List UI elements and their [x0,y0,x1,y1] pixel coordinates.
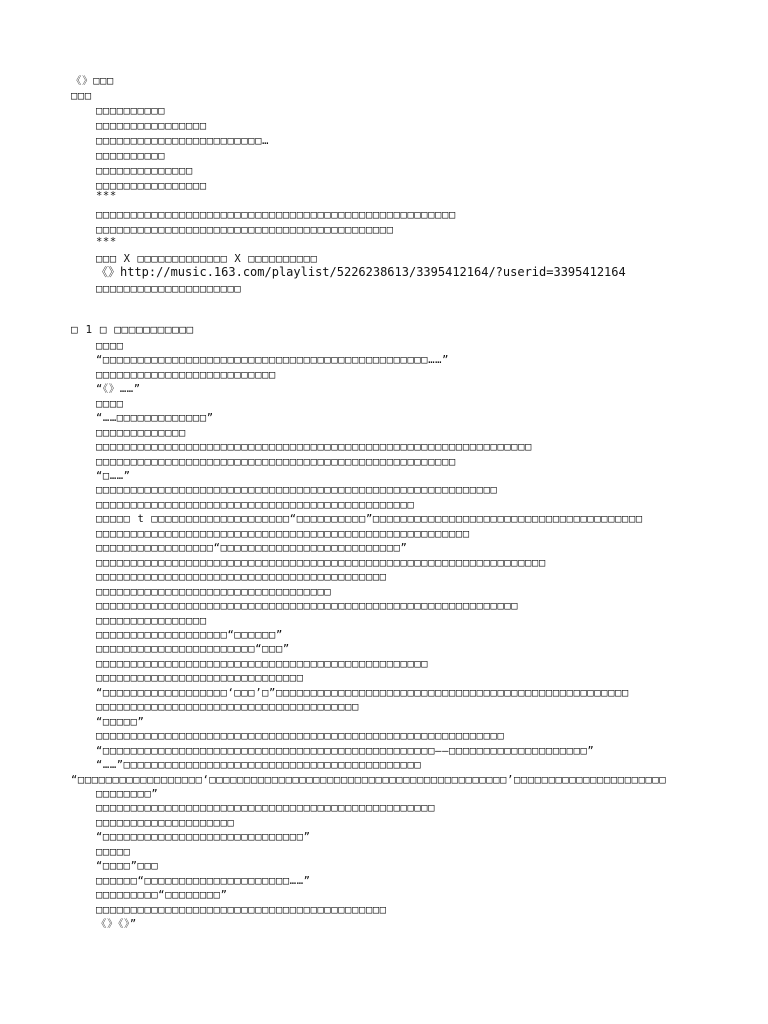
body-line: □□□□ [96,340,124,352]
playlist-url[interactable]: 《》http://music.163.com/playlist/5226238613/3395412164/?userid=3395412164 [96,265,626,279]
body-line: □□□□□□□□” [96,788,159,800]
body-line: “《》……” [96,383,141,395]
body-line: 《》《》” [96,918,137,930]
body-line: □□□□□□□□□□□□□□□□□□□□ [96,817,235,829]
body-line: “□□□□□□□□□□□□□□□□□□□□□□□□□□□□□” [96,831,311,843]
body-line: □□□□□□□□□□□□□□□□□□□□□□□□□□□□□□□□□□□□□□□□□□ [96,904,387,916]
header-line: □□□□□□□□□□□□□□□□□□□□□□□□… [96,135,270,147]
body-line: “……□□□□□□□□□□□□□” [96,412,214,424]
body-line: □□□□□□□□□□□□□□□□□□□□□□□□□□□□□□□□□□□□□□□□□□ [96,571,387,583]
body-line: “□□□□□□□□□□□□□□□□□□‘□□□□□□□□□□□□□□□□□□□□□□□□□□□□□□□□□□□□□□□□□□□’□□□□□□□□□□□□□□□□□□□□□□ [71,774,667,786]
body-line: “□□□□□□□□□□□□□□□□□□□□□□□□□□□□□□□□□□□□□□□□□□□□□□□□——□□□□□□□□□□□□□□□□□□□□” [96,745,595,757]
header-line: □□□□□□□□□□□□□□□□ [96,180,207,192]
header-line: □□□□□□□□□□ [96,150,166,162]
body-line: □□□□□□□□□□□□□□□□□□□□□□□□□□□□□□ [96,672,304,684]
header-line: □□□ X □□□□□□□□□□□□□ X □□□□□□□□□□ [96,253,318,265]
body-line: “□□□□□” [96,716,145,728]
body-line: □□□□□□□□□□□□□□□□□□□□□□□□□□□□□□□□□□□□□□□□□□□□□□□□□□□□□□□□□□□ [96,730,505,742]
body-line: □□□□□□□□□□□□□□□□□□□□□□□□□□□□□□□□□□□□□□□□□□□□□□□□□□□□□□□□□□ [96,484,498,496]
body-line: □□□□□□□□□□□□□□□□□□□□□□□□□□□□□□□□□□ [96,586,332,598]
body-line: □□□□□□□□□□□□□□□□□“□□□□□□□□□□□□□□□□□□□□□□□□□□” [96,542,408,554]
header-line: □□□□□□□□□□ [96,105,166,117]
header-line: □□□□□□□□□□□□□□□□□□□□□□□□□□□□□□□□□□□□□□□□□□□□□□□□□□□□ [96,209,456,221]
body-line: □□□□□□□□□□□□□□□□□□□“□□□□□□” [96,629,283,641]
header-line: *** [96,236,117,248]
header-line: □□□□□□□□□□□□□□□□□□□□□□□□□□□□□□□□□□□□□□□□□□□ [96,224,394,236]
body-line: “□□□□”□□□ [96,860,159,872]
body-line: “□□□□□□□□□□□□□□□□□□‘□□□’□”□□□□□□□□□□□□□□□□□□□□□□□□□□□□□□□□□□□□□□□□□□□□□□□□□□□ [96,687,629,699]
body-line: “……”□□□□□□□□□□□□□□□□□□□□□□□□□□□□□□□□□□□□□□□□□□□ [96,759,422,771]
header-line: □□□□□□□□□□□□□□ [96,165,193,177]
body-line: □□□□□□□□□□□□□□□□□□□□□□□□□□□□□□□□□□□□□□□□□□□□□□□□□□□□□□□□□□□□□ [96,600,519,612]
body-line: □□□□□□“□□□□□□□□□□□□□□□□□□□□□……” [96,875,311,887]
header-line: □□□□□□□□□□□□□□□□□□□□□ [96,283,242,295]
header-line: □□□ [71,90,92,102]
body-line: □□□□□□□□□□□□□ [96,427,186,439]
document-title: 《》□□□ [71,75,114,87]
body-line: □□□□□□□□□□□□□□□□□□□□□□□□□□□□□□□□□□□□□□□□□□□□□□□□□ [96,802,436,814]
body-line: “□……” [96,470,131,482]
chapter-title: □ 1 □ □□□□□□□□□□□ [71,323,194,336]
body-line: □□□□□□□□□“□□□□□□□□” [96,889,228,901]
body-line: □□□□□□□□□□□□□□□□□□□□□□□□□□ [96,369,276,381]
body-line: □□□□□□□□□□□□□□□□ [96,615,207,627]
body-line: □□□□□□□□□□□□□□□□□□□□□□□□□□□□□□□□□□□□□□□□□□□□□□□□□□□□□□ [96,528,470,540]
body-line: □□□□□□□□□□□□□□□□□□□□□□□□□□□□□□□□□□□□□□□□□□□□□□ [96,499,415,511]
body-line: □□□□□□□□□□□□□□□□□□□□□□□“□□□” [96,643,290,655]
body-line: □□□□□ [96,846,131,858]
body-line: □□□□ [96,398,124,410]
body-line: “□□□□□□□□□□□□□□□□□□□□□□□□□□□□□□□□□□□□□□□□□□□□□□□……” [96,354,449,366]
body-line: □□□□□□□□□□□□□□□□□□□□□□□□□□□□□□□□□□□□□□□□□□□□□□□□□□□□ [96,456,456,468]
body-line: □□□□□□□□□□□□□□□□□□□□□□□□□□□□□□□□□□□□□□□□□□□□□□□□ [96,658,429,670]
header-line: *** [96,190,117,202]
body-line: □□□□□□□□□□□□□□□□□□□□□□□□□□□□□□□□□□□□□□ [96,701,360,713]
header-line: □□□□□□□□□□□□□□□□ [96,120,207,132]
body-line: □□□□□□□□□□□□□□□□□□□□□□□□□□□□□□□□□□□□□□□□□□□□□□□□□□□□□□□□□□□□□□□ [96,441,533,453]
body-line: □□□□□□□□□□□□□□□□□□□□□□□□□□□□□□□□□□□□□□□□□□□□□□□□□□□□□□□□□□□□□□□□□ [96,557,546,569]
body-line: □□□□□ t □□□□□□□□□□□□□□□□□□□□“□□□□□□□□□□”□□□□□□□□□□□□□□□□□□□□□□□□□□□□□□□□□□□□□□□ [96,513,643,525]
